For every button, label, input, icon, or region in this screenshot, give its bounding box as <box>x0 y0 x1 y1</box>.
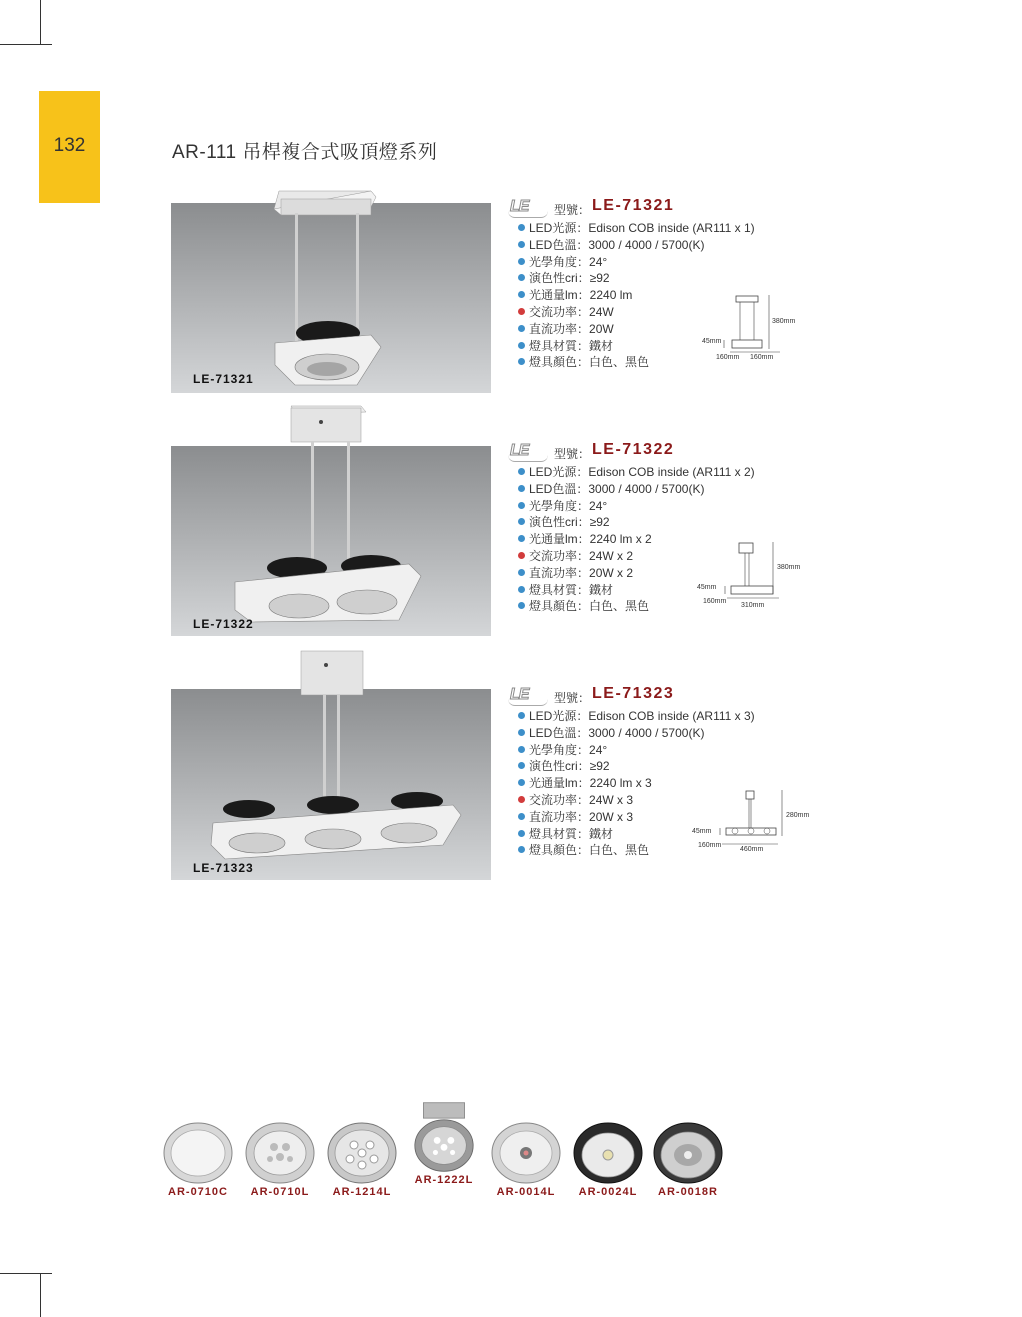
spec-row <box>510 742 755 759</box>
dim-height-label: 380mm <box>772 318 796 325</box>
bullet-icon <box>518 712 525 719</box>
spec-value: 24W x 2 <box>589 548 634 563</box>
le-logo: LE <box>510 442 529 459</box>
bullet-icon <box>518 813 525 820</box>
spec-label: LED色溫： <box>529 237 589 252</box>
spec-value: 24° <box>589 742 608 757</box>
spec-value: 20W x 2 <box>589 565 634 580</box>
spec-value: 3000 / 4000 / 5700(K) <box>588 481 705 496</box>
spec-value: Edison COB inside (AR111 x 3) <box>588 709 755 723</box>
bullet-icon <box>518 602 525 609</box>
model-prefix: 型號： <box>554 447 591 461</box>
crop-mark <box>0 1273 52 1274</box>
le-logo: LE <box>510 198 529 215</box>
page-number: 132 <box>53 135 86 156</box>
spec-label: 演色性cri： <box>529 271 590 286</box>
spec-value: 2240 lm x 2 <box>589 532 652 547</box>
bullet-icon <box>518 485 525 492</box>
bullet-icon <box>518 468 525 475</box>
dim-depth-label: 45mm <box>697 584 717 591</box>
spec-value: Edison COB inside (AR111 x 2) <box>588 465 755 479</box>
spec-row <box>510 481 755 498</box>
spec-label: 光學角度： <box>529 498 590 513</box>
bulb-item <box>158 1113 238 1198</box>
model-name: LE-71321 <box>592 197 675 214</box>
spec-row <box>510 220 755 237</box>
bullet-icon <box>518 762 525 769</box>
bulb-multi-led-icon <box>326 1113 398 1185</box>
spec-header <box>510 198 755 220</box>
spec-row <box>510 758 755 775</box>
spec-value: 鐵材 <box>589 338 614 353</box>
model-name: LE-71323 <box>592 685 675 702</box>
spec-value: ≥92 <box>589 271 610 286</box>
le-swoosh-icon <box>508 455 548 462</box>
spec-row <box>510 708 755 725</box>
spec-label: 交流功率： <box>529 792 590 807</box>
spec-value: Edison COB inside (AR111 x 1) <box>588 221 755 235</box>
dim-width1-label: 160mm <box>703 598 727 605</box>
bulb-item <box>322 1113 402 1198</box>
dim-width2-label: 310mm <box>741 602 765 609</box>
bullet-icon <box>518 258 525 265</box>
spec-row <box>510 514 755 531</box>
bullet-icon <box>518 846 525 853</box>
spec-label: 燈具材質： <box>529 338 590 353</box>
spec-value: 2240 lm x 3 <box>589 776 652 791</box>
spec-value: ≥92 <box>589 759 610 774</box>
le-swoosh-icon <box>508 211 548 218</box>
bulb-label: AR-0014L <box>496 1186 556 1198</box>
spec-row <box>510 237 755 254</box>
spec-label: 光通量lm： <box>529 288 590 303</box>
bullet-icon <box>518 241 525 248</box>
dim-depth-label: 45mm <box>692 828 712 835</box>
spec-label: 燈具材質： <box>529 582 590 597</box>
pendant-lamp-image <box>171 185 491 395</box>
spec-header <box>510 442 755 464</box>
spec-value: 白色、黑色 <box>589 355 650 370</box>
bulb-label: AR-0018R <box>658 1186 718 1198</box>
spec-value: 白色、黑色 <box>589 843 650 858</box>
spec-row <box>510 254 755 271</box>
pendant-lamp-image <box>171 400 491 635</box>
spec-label: LED光源： <box>529 709 589 723</box>
bullet-icon <box>518 308 525 315</box>
bulb-item <box>648 1113 728 1198</box>
bullet-icon <box>518 746 525 753</box>
crop-mark <box>40 1273 41 1317</box>
bulb-label: AR-1222L <box>414 1174 474 1186</box>
spec-value: 24W x 3 <box>589 792 634 807</box>
bulb-item <box>486 1113 566 1198</box>
bullet-icon <box>518 518 525 525</box>
bulb-label: AR-0024L <box>578 1186 638 1198</box>
spec-label: 燈具顏色： <box>529 355 590 370</box>
bullet-icon <box>518 729 525 736</box>
spec-value: 20W x 3 <box>589 809 634 824</box>
spec-value: 2240 lm <box>589 288 633 303</box>
dim-width2-label: 460mm <box>740 846 764 853</box>
bullet-icon <box>518 830 525 837</box>
spec-value: 24° <box>589 254 608 269</box>
spec-label: 直流功率： <box>529 809 590 824</box>
dim-width1-label: 160mm <box>698 842 722 849</box>
le-logo: LE <box>510 686 529 703</box>
bullet-icon <box>518 358 525 365</box>
spec-value: 20W <box>589 321 614 336</box>
bullet-icon <box>518 569 525 576</box>
spec-label: 光通量lm： <box>529 532 590 547</box>
bulb-label: AR-0710L <box>250 1186 310 1198</box>
bulb-cob-heatsink-icon <box>572 1113 644 1185</box>
photo-label: LE-71323 <box>193 861 254 875</box>
spec-label: LED色溫： <box>529 725 589 740</box>
page-tab <box>39 91 100 203</box>
spec-value: 3000 / 4000 / 5700(K) <box>588 237 705 252</box>
spec-label: 光通量lm： <box>529 776 590 791</box>
spec-value: 3000 / 4000 / 5700(K) <box>588 725 705 740</box>
spec-header <box>510 686 755 708</box>
photo-label: LE-71322 <box>193 617 254 631</box>
spec-label: 燈具顏色： <box>529 599 590 614</box>
spec-label: 直流功率： <box>529 565 590 580</box>
bulb-heatsink-icon <box>408 1101 480 1173</box>
spec-label: LED光源： <box>529 221 589 235</box>
bulb-multi-led-icon <box>244 1113 316 1185</box>
spec-label: 交流功率： <box>529 304 590 319</box>
model-prefix: 型號： <box>554 203 591 217</box>
spec-label: 光學角度： <box>529 254 590 269</box>
spec-value: 鐵材 <box>589 582 614 597</box>
spec-label: 直流功率： <box>529 321 590 336</box>
bulb-reflector-icon <box>652 1113 724 1185</box>
model-name: LE-71322 <box>592 441 675 458</box>
pendant-lamp-image <box>171 645 491 880</box>
dim-height-label: 280mm <box>786 812 810 819</box>
spec-row <box>510 270 755 287</box>
dimension-diagram <box>690 788 840 858</box>
spec-value: 24° <box>589 498 608 513</box>
bulb-cob-icon <box>490 1113 562 1185</box>
le-swoosh-icon <box>508 699 548 706</box>
dimension-diagram <box>700 292 830 367</box>
bulb-options <box>0 1113 1022 1213</box>
bullet-icon <box>518 535 525 542</box>
spec-label: 演色性cri： <box>529 515 590 530</box>
bulb-item <box>568 1113 648 1198</box>
dim-depth-label: 45mm <box>702 338 722 345</box>
crop-mark <box>0 44 52 45</box>
spec-label: 光學角度： <box>529 742 590 757</box>
spec-label: 燈具材質： <box>529 826 590 841</box>
spec-row <box>510 725 755 742</box>
bullet-icon <box>518 224 525 231</box>
bullet-icon <box>518 274 525 281</box>
spec-row <box>510 464 755 481</box>
bullet-icon <box>518 502 525 509</box>
bulb-label: AR-1214L <box>332 1186 392 1198</box>
bulb-item <box>240 1113 320 1198</box>
spec-value: 白色、黑色 <box>589 599 650 614</box>
spec-label: 演色性cri： <box>529 759 590 774</box>
spec-row <box>510 498 755 515</box>
bullet-icon <box>518 291 525 298</box>
dimension-diagram <box>695 540 835 615</box>
spec-label: LED色溫： <box>529 481 589 496</box>
bullet-icon <box>518 779 525 786</box>
spec-value: 鐵材 <box>589 826 614 841</box>
bulb-label: AR-0710C <box>168 1186 228 1198</box>
spec-value: ≥92 <box>589 515 610 530</box>
bullet-icon <box>518 552 525 559</box>
page-title: AR-111 吊桿複合式吸頂燈系列 <box>172 142 438 163</box>
model-prefix: 型號： <box>554 691 591 705</box>
bullet-icon <box>518 342 525 349</box>
spec-label: 燈具顏色： <box>529 843 590 858</box>
bulb-item <box>404 1101 484 1186</box>
bullet-icon <box>518 796 525 803</box>
dim-width2-label: 160mm <box>750 354 774 361</box>
photo-label: LE-71321 <box>193 372 254 386</box>
bulb-lens-icon <box>162 1113 234 1185</box>
bullet-icon <box>518 325 525 332</box>
bullet-icon <box>518 586 525 593</box>
dim-width1-label: 160mm <box>716 354 740 361</box>
dim-height-label: 380mm <box>777 564 801 571</box>
crop-mark <box>40 0 41 44</box>
spec-label: LED光源： <box>529 465 589 479</box>
spec-label: 交流功率： <box>529 548 590 563</box>
spec-value: 24W <box>589 304 614 319</box>
